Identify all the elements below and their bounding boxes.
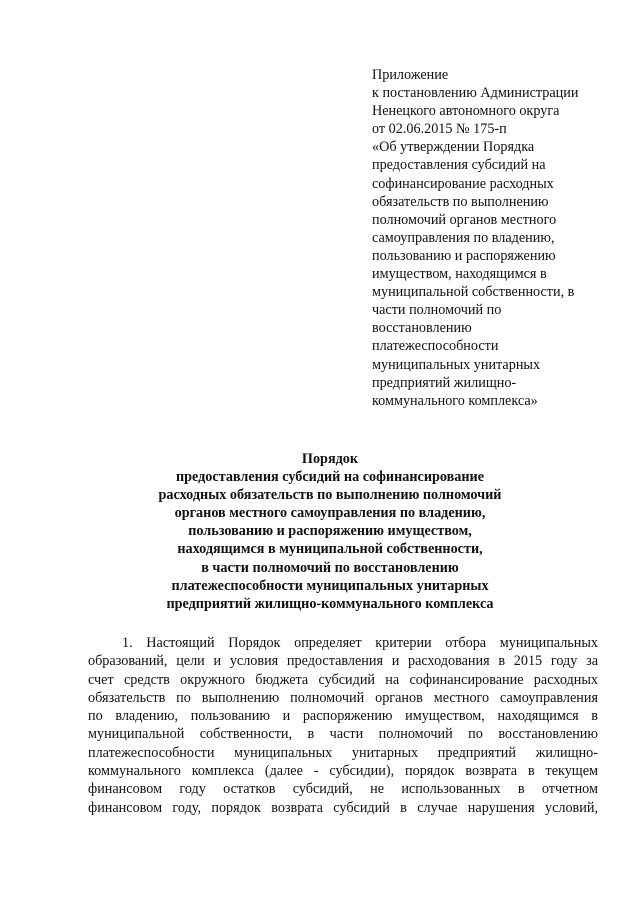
appendix-block — [372, 66, 612, 410]
appendix-line: предоставления субсидий на — [372, 157, 546, 174]
body-line: муниципальной собственности, в части полномочий по восстановлению — [88, 726, 598, 743]
title-line: предприятий жилищно-коммунального комплекса — [166, 595, 494, 612]
body-line: 1. Настоящий Порядок определяет критерии отбора муниципальных — [122, 635, 598, 651]
appendix-line: обязательств по выполнению — [372, 193, 549, 210]
appendix-line: к постановлению Администрации — [372, 85, 579, 102]
appendix-line: муниципальной собственности, в — [372, 284, 575, 301]
appendix-line: софинансирование расходных — [372, 175, 554, 192]
appendix-line: платежеспособности — [372, 338, 499, 355]
body-line: коммунального комплекса (далее - субсидии), порядок возврата в текущем — [88, 763, 598, 780]
title-line: органов местного самоуправления по владению, — [174, 505, 486, 522]
body-line: финансовом году остатков субсидий, не использованных в отчетном — [88, 781, 598, 798]
body-line: обязательств по выполнению полномочий органов местного самоуправления — [88, 689, 598, 706]
appendix-line: «Об утверждении Порядка — [372, 139, 535, 156]
appendix-line: части полномочий по — [372, 302, 502, 319]
body-line: образований, цели и условия предоставления и расходования в 2015 году за — [88, 653, 598, 670]
title-line: Порядок — [301, 451, 359, 467]
body-paragraph — [88, 634, 598, 817]
appendix-line: имуществом, находящимся в — [372, 266, 547, 283]
appendix-line: предприятий жилищно- — [372, 374, 517, 391]
appendix-line: коммунального комплекса» — [372, 392, 538, 409]
appendix-line: самоуправления по владению, — [372, 229, 555, 246]
title-line: предоставления субсидий на софинансирование — [175, 469, 485, 486]
appendix-line: Ненецкого автономного округа — [372, 103, 560, 120]
body-line: счет средств окружного бюджета субсидий на софинансирование расходных — [88, 671, 598, 688]
appendix-line: Приложение — [372, 67, 449, 83]
title-line: расходных обязательств по выполнению полномочий — [158, 487, 502, 504]
title-line: платежеспособности муниципальных унитарных — [171, 577, 489, 594]
title-line: находящимся в муниципальной собственности, — [177, 541, 483, 558]
title-line: в части полномочий по восстановлению — [201, 559, 459, 576]
appendix-line: полномочий органов местного — [372, 211, 557, 228]
appendix-line: пользованию и распоряжению — [372, 247, 556, 264]
appendix-line: муниципальных унитарных — [372, 356, 541, 373]
title-line: пользованию и распоряжению имуществом, — [188, 523, 472, 540]
body-line: финансовом году, порядок возврата субсидий в случае нарушения условий, — [88, 799, 598, 816]
document-title — [60, 450, 600, 613]
appendix-line: восстановлению — [372, 320, 472, 337]
body-line: по владению, пользованию и распоряжению имуществом, находящимся в — [88, 708, 598, 725]
appendix-line: от 02.06.2015 № 175-п — [372, 121, 507, 138]
body-line: платежеспособности муниципальных унитарных предприятий жилищно- — [88, 744, 598, 761]
